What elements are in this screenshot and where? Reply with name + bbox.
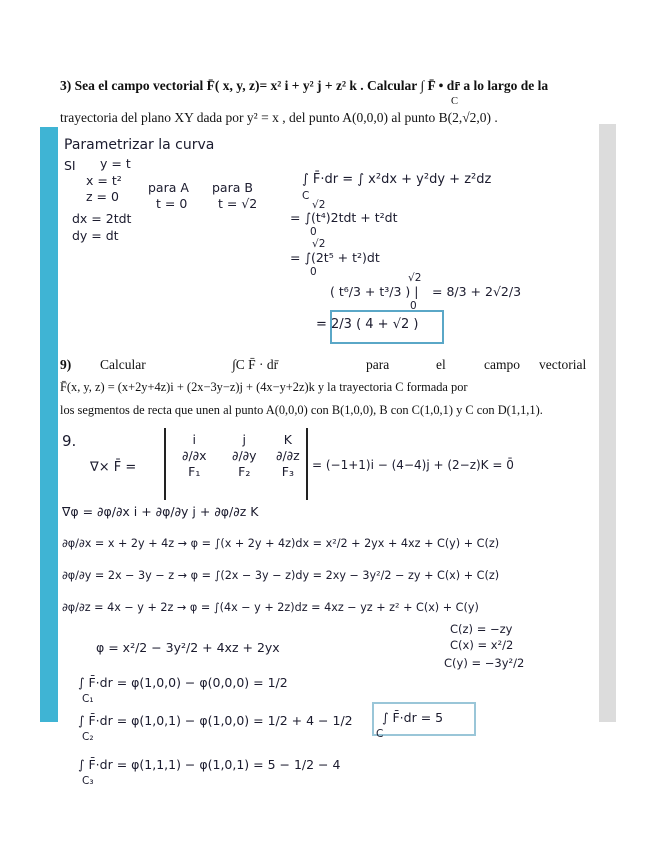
dy-expression: dy = dt: [72, 228, 119, 243]
substituted-integral: = ∫(t⁴)2tdt + t²dt: [290, 210, 398, 225]
determinant-column-1: [182, 432, 207, 480]
problem-9-path: los segmentos de recta que unen al punto A(0,0,0) con B(1,0,0), B con C(1,0,1) y C con D(1,1,1).: [60, 403, 543, 417]
final-answer-9: ∫ F̄·dr = 5: [382, 710, 444, 725]
problem-9-el: el: [436, 357, 446, 372]
z-param: z = 0: [86, 189, 119, 204]
t-at-b: t = √2: [218, 196, 258, 211]
determinant-column-3: [276, 432, 300, 480]
upper-limit-2: √2: [312, 238, 326, 250]
segment-2-integral: ∫ F̄·dr = φ(1,0,1) − φ(1,0,0) = 1/2 + 4 − 1/2: [78, 713, 353, 728]
determinant-right-bar: [306, 428, 308, 500]
determinant-column-2: [232, 432, 257, 480]
line-integral-subscript: C: [302, 190, 310, 202]
line-integral-definition: ∫ F̄·dr = ∫ x²dx + y²dy + z²dz: [302, 172, 492, 187]
problem-9-campo: campo: [484, 357, 520, 372]
partial-y-line: ∂φ/∂y = 2x − 3y − z → φ = ∫(2x − 3y − z)dy = 2xy − 3y²/2 − zy + C(x) + C(z): [62, 569, 500, 582]
lower-limit-2: 0: [310, 266, 317, 278]
simplified-integral: = ∫(2t⁵ + t²)dt: [290, 250, 380, 265]
final-answer-3: = 2/3 ( 4 + √2 ): [316, 317, 419, 332]
antiderivative-evaluation: ( t⁶/3 + t³/3 ) |: [330, 284, 419, 299]
potential-function: φ = x²/2 − 3y²/2 + 4xz + 2yx: [96, 640, 280, 655]
constant-cy: C(y) = −3y²/2: [444, 656, 525, 670]
gradient-expression: ∇φ = ∂φ/∂x i + ∂φ/∂y j + ∂φ/∂z K: [62, 504, 259, 519]
partial-x-line: ∂φ/∂x = x + 2y + 4z → φ = ∫(x + 2y + 4z)dx = x²/2 + 2yx + 4xz + C(y) + C(z): [62, 537, 500, 550]
col3-unit: K: [283, 432, 292, 447]
y-param: y = t: [100, 156, 131, 171]
partial-z-line: ∂φ/∂z = 4x − y + 2z → φ = ∫(4x − y + 2z)dz = 4xz − yz + z² + C(x) + C(y): [62, 601, 479, 614]
para-a-label: para A: [148, 180, 189, 195]
si-label: SI: [64, 158, 76, 173]
constant-cz: C(z) = −zy: [450, 622, 513, 636]
dx-expression: dx = 2tdt: [72, 211, 132, 226]
segment-1-subscript: C₁: [82, 693, 94, 705]
problem-9-label: 9): [60, 357, 72, 372]
problem-3-integral-subscript: C: [451, 96, 459, 107]
para-b-label: para B: [212, 180, 253, 195]
eval-upper-limit: √2: [408, 272, 422, 284]
col2-unit: j: [242, 432, 247, 447]
x-param: x = t²: [86, 173, 122, 188]
col2-component: F₂: [238, 464, 251, 479]
evaluated-result: = 8/3 + 2√2/3: [432, 284, 522, 299]
col2-partial: ∂/∂y: [232, 448, 257, 463]
segment-2-subscript: C₂: [82, 731, 94, 743]
segment-3-subscript: C₃: [82, 775, 94, 787]
right-margin-bar: [599, 124, 616, 722]
curl-lhs: ∇× F̄ =: [90, 460, 137, 475]
segment-1-integral: ∫ F̄·dr = φ(1,0,0) − φ(0,0,0) = 1/2: [78, 675, 288, 690]
curl-result: = (−1+1)i − (4−4)j + (2−z)K = 0̄: [312, 458, 514, 472]
solution-3-heading: Parametrizar la curva: [64, 137, 215, 153]
constant-cx: C(x) = x²/2: [450, 638, 514, 652]
final-answer-9-subscript: C: [376, 728, 384, 740]
problem-9-para: para: [366, 357, 390, 372]
t-at-a: t = 0: [156, 196, 188, 211]
col3-component: F₃: [281, 464, 294, 479]
col1-partial: ∂/∂x: [182, 448, 207, 463]
col3-partial: ∂/∂z: [276, 448, 300, 463]
col1-component: F₁: [188, 464, 201, 479]
problem-9-field: F̄(x, y, z) = (x+2y+4z)i + (2x−3y−z)j + (4x−y+2z)k y la trayectoria C formada por: [60, 380, 468, 394]
problem-9-calcular: Calcular: [100, 357, 146, 372]
problem-9-vectorial: vectorial: [539, 357, 587, 372]
determinant-left-bar: [164, 428, 166, 500]
segment-3-integral: ∫ F̄·dr = φ(1,1,1) − φ(1,0,1) = 5 − 1/2 − 4: [78, 757, 341, 772]
upper-limit-1: √2: [312, 199, 326, 211]
lower-limit-1: 0: [310, 226, 317, 238]
problem-3-line-1: 3) Sea el campo vectorial F̄( x, y, z)= x² i + y² j + z² k . Calcular ∫ F̄ • dr̄ a lo largo de la: [60, 78, 549, 93]
problem-3-line-2: trayectoria del plano XY dada por y² = x , del punto A(0,0,0) al punto B(2,√2,0) .: [60, 110, 498, 125]
eval-lower-limit: 0: [410, 300, 417, 312]
solution-9-number: 9.: [62, 432, 77, 450]
left-margin-bar: [40, 127, 58, 722]
problem-9-integral: ∫C F̄ · dr̄: [232, 357, 279, 372]
col1-unit: i: [192, 432, 197, 447]
